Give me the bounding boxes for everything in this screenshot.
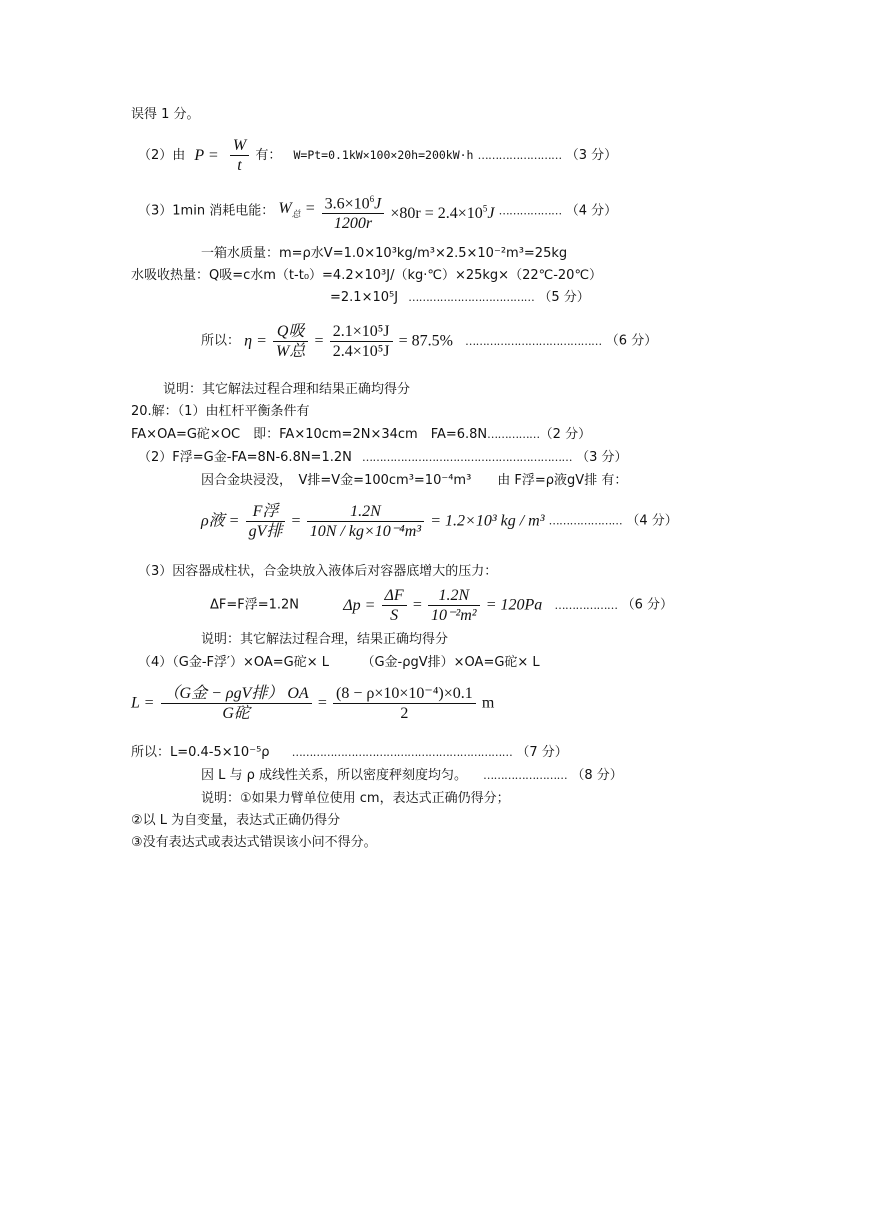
heat-result: =2.1×10⁵J	[330, 290, 399, 305]
rho-result: = 1.2×10³ kg / m³	[430, 512, 545, 530]
q2-score: （3 分）	[565, 148, 618, 163]
eff-score: （6 分）	[605, 333, 658, 349]
note-2: 说明：其它解法过程合理，结果正确均得分	[201, 632, 449, 647]
rho-f1-num: F浮	[246, 502, 286, 522]
q20-line-1-text: FA×OA=G砣×OC 即：FA×10cm=2N×34cm FA=6.8N	[131, 427, 488, 442]
eff-eta: η =	[244, 332, 267, 350]
q2-dots: ……………………	[477, 149, 562, 162]
dp-left: ΔF=F浮=1.2N	[210, 597, 300, 613]
heat-dots: ………………………………	[408, 291, 535, 304]
q20-line-1-score: （2 分）	[539, 427, 592, 442]
L-line: L = $\frac{\text{（G金 − ρgV排） OA}}{\text{G砣}}$ = $\frac{\text{(8 − ρ×10×10⁻⁴)×0.1}}{2}$ m	[131, 685, 495, 722]
q20-2-score: （3 分）	[576, 450, 628, 465]
L-f2-num: (8 − ρ×10×10⁻⁴)×0.1	[333, 684, 476, 704]
q3-frac-den: 1200r	[333, 215, 373, 233]
q3-rest	[390, 205, 494, 222]
rho-score: （4 分）	[626, 513, 678, 529]
q20-4: （4）（G金-F浮′）×OA=G砣× L （G金-ρgV排）×OA=G砣× L	[138, 655, 540, 670]
so-score: （7 分）	[516, 745, 568, 760]
q2-label: （2）由	[138, 148, 186, 163]
power-fraction: $\frac{W}{t}$	[230, 136, 249, 175]
eff-line: 所以： η = $\frac{\text{Q吸}}{\text{W总}}$ = $\frac{\text{2.1×10⁵J}}{\text{2.4×10⁵J}}$ = 87.5% ………………………………… （6 分）	[201, 323, 658, 360]
dp-fraction-1	[382, 586, 407, 625]
L-f2-den: 2	[400, 705, 409, 722]
linear-dots: ……………………	[483, 769, 568, 782]
rho-f2-den: 10N / kg×10⁻⁴m³	[309, 523, 422, 540]
rho-f1-den: gV排	[248, 523, 283, 540]
dp-score: （6 分）	[621, 597, 673, 613]
q3-frac-num: 3.6×10	[324, 195, 370, 213]
L-f1-num: （G金 − ρgV排） OA	[161, 684, 312, 704]
eff-fraction-2	[330, 322, 393, 361]
rho-fraction-1	[246, 502, 286, 541]
L-f1-den: G砣	[222, 705, 250, 722]
q20-2-text: （2）F浮=G金-FA=8N-6.8N=1.2N	[138, 450, 352, 465]
eff-f1-num: Q吸	[273, 322, 308, 342]
q20-3: （3）因容器成柱状，合金块放入液体后对容器底增大的压力：	[138, 564, 498, 579]
note-4: ②以 L 为自变量，表达式正确仍得分	[131, 813, 341, 828]
q20-title: 20.解：（1）由杠杆平衡条件有	[131, 404, 310, 419]
note-3: 说明：①如果力臂单位使用 cm，表达式正确仍得分；	[201, 791, 510, 806]
so-line	[131, 745, 568, 761]
note-5: ③没有表达式或表达式错误该小问不得分。	[131, 835, 377, 850]
q2-line	[138, 136, 617, 175]
so-text: 所以：L=0.4-5×10⁻⁵ρ	[131, 745, 270, 760]
L-lhs: L =	[131, 694, 155, 712]
note-1: 说明：其它解法过程合理和结果正确均得分	[163, 382, 411, 397]
rho-f2-num: 1.2N	[307, 502, 424, 522]
q20-2-line	[138, 450, 628, 466]
top-note: 误得 1 分。	[131, 107, 200, 122]
q3-rest-unit: J	[487, 205, 495, 223]
q20-2b: 因合金块浸没， V排=V金=100cm³=10⁻⁴m³ 由 F浮=ρ液gV排 有：	[201, 473, 628, 488]
q2-you: 有：	[255, 148, 282, 163]
q3-rest-exp: 5	[482, 204, 488, 214]
q2-calc: W=Pt=0.1kW×100×20h=200kW·h	[293, 148, 474, 162]
water-mass: 一箱水质量：m=ρ水V=1.0×10³kg/m³×2.5×10⁻²m³=25kg	[201, 246, 568, 261]
eff-f2-num: 2.1×10⁵J	[330, 322, 393, 342]
q3-frac-num-exp: 6	[369, 194, 375, 204]
eff-f1-den: W总	[276, 343, 306, 360]
dp-f1-num: ΔF	[382, 586, 407, 606]
eff-dots: …………………………………	[465, 334, 602, 348]
linear-text: 因 L 与 ρ 成线性关系，所以密度秤刻度均匀。	[201, 768, 468, 783]
dp-fraction-2	[428, 586, 480, 625]
linear-line	[201, 768, 623, 784]
so-dots: ………………………………………………………	[291, 746, 513, 759]
q3-rest-text: ×80r = 2.4×10	[390, 205, 483, 223]
heat-line-1: 水吸收热量：Q吸=c水m（t-t₀）=4.2×10³J/（kg·℃）×25kg×（22℃-20℃）	[131, 268, 603, 283]
heat-line-2	[330, 290, 590, 306]
eff-label: 所以：	[201, 333, 241, 349]
L-unit: m	[481, 694, 495, 712]
linear-score: （8 分）	[571, 768, 623, 783]
heat-score: （5 分）	[538, 290, 590, 305]
eff-f2-den: 2.4×10⁵J	[332, 343, 390, 360]
q3-fraction	[322, 190, 385, 233]
dp-f1-den: S	[390, 607, 399, 624]
L-fraction-1	[161, 684, 312, 723]
rho-fraction-2	[307, 502, 424, 541]
power-formula: P =	[194, 147, 219, 164]
q3-dots: ………………	[498, 204, 562, 218]
dp-lhs: Δp =	[343, 596, 376, 614]
q3-score: （4 分）	[565, 203, 618, 219]
q3-lhs: $W_总$ =	[278, 200, 316, 220]
dp-line: ΔF=F浮=1.2N Δp = $\frac{\Delta F}{S}$ = $\frac{1.2N}{\text{10⁻²m²}}$ = 120Pa ……………… （6 分）	[210, 587, 673, 624]
q3-label: （3）1min 消耗电能：	[138, 203, 275, 219]
q3-line	[138, 190, 617, 233]
L-fraction-2	[333, 684, 476, 723]
dp-f2-num: 1.2N	[428, 586, 480, 606]
q20-line-1	[131, 427, 591, 443]
dp-result: = 120Pa	[485, 596, 543, 614]
dp-dots: ………………	[554, 598, 618, 612]
rho-dots: …………………	[548, 514, 623, 528]
rho-line: ρ液 = $\frac{\text{F浮}}{\text{gV排}}$ = $\frac{1.2N}{\text{10N / kg×10⁻⁴m³}}$ = 1.2×10³ kg / m³ ………………… （4 分）	[201, 503, 678, 540]
rho-lhs: ρ液 =	[201, 512, 240, 530]
dp-f2-den: 10⁻²m²	[431, 607, 477, 624]
q20-line-1-dots: ……………	[487, 428, 540, 441]
eff-fraction-1	[273, 322, 308, 361]
q3-frac-num-unit: J	[374, 195, 382, 213]
eff-result: = 87.5%	[398, 332, 454, 350]
q20-2-dots: ……………………………………………………	[362, 451, 572, 464]
